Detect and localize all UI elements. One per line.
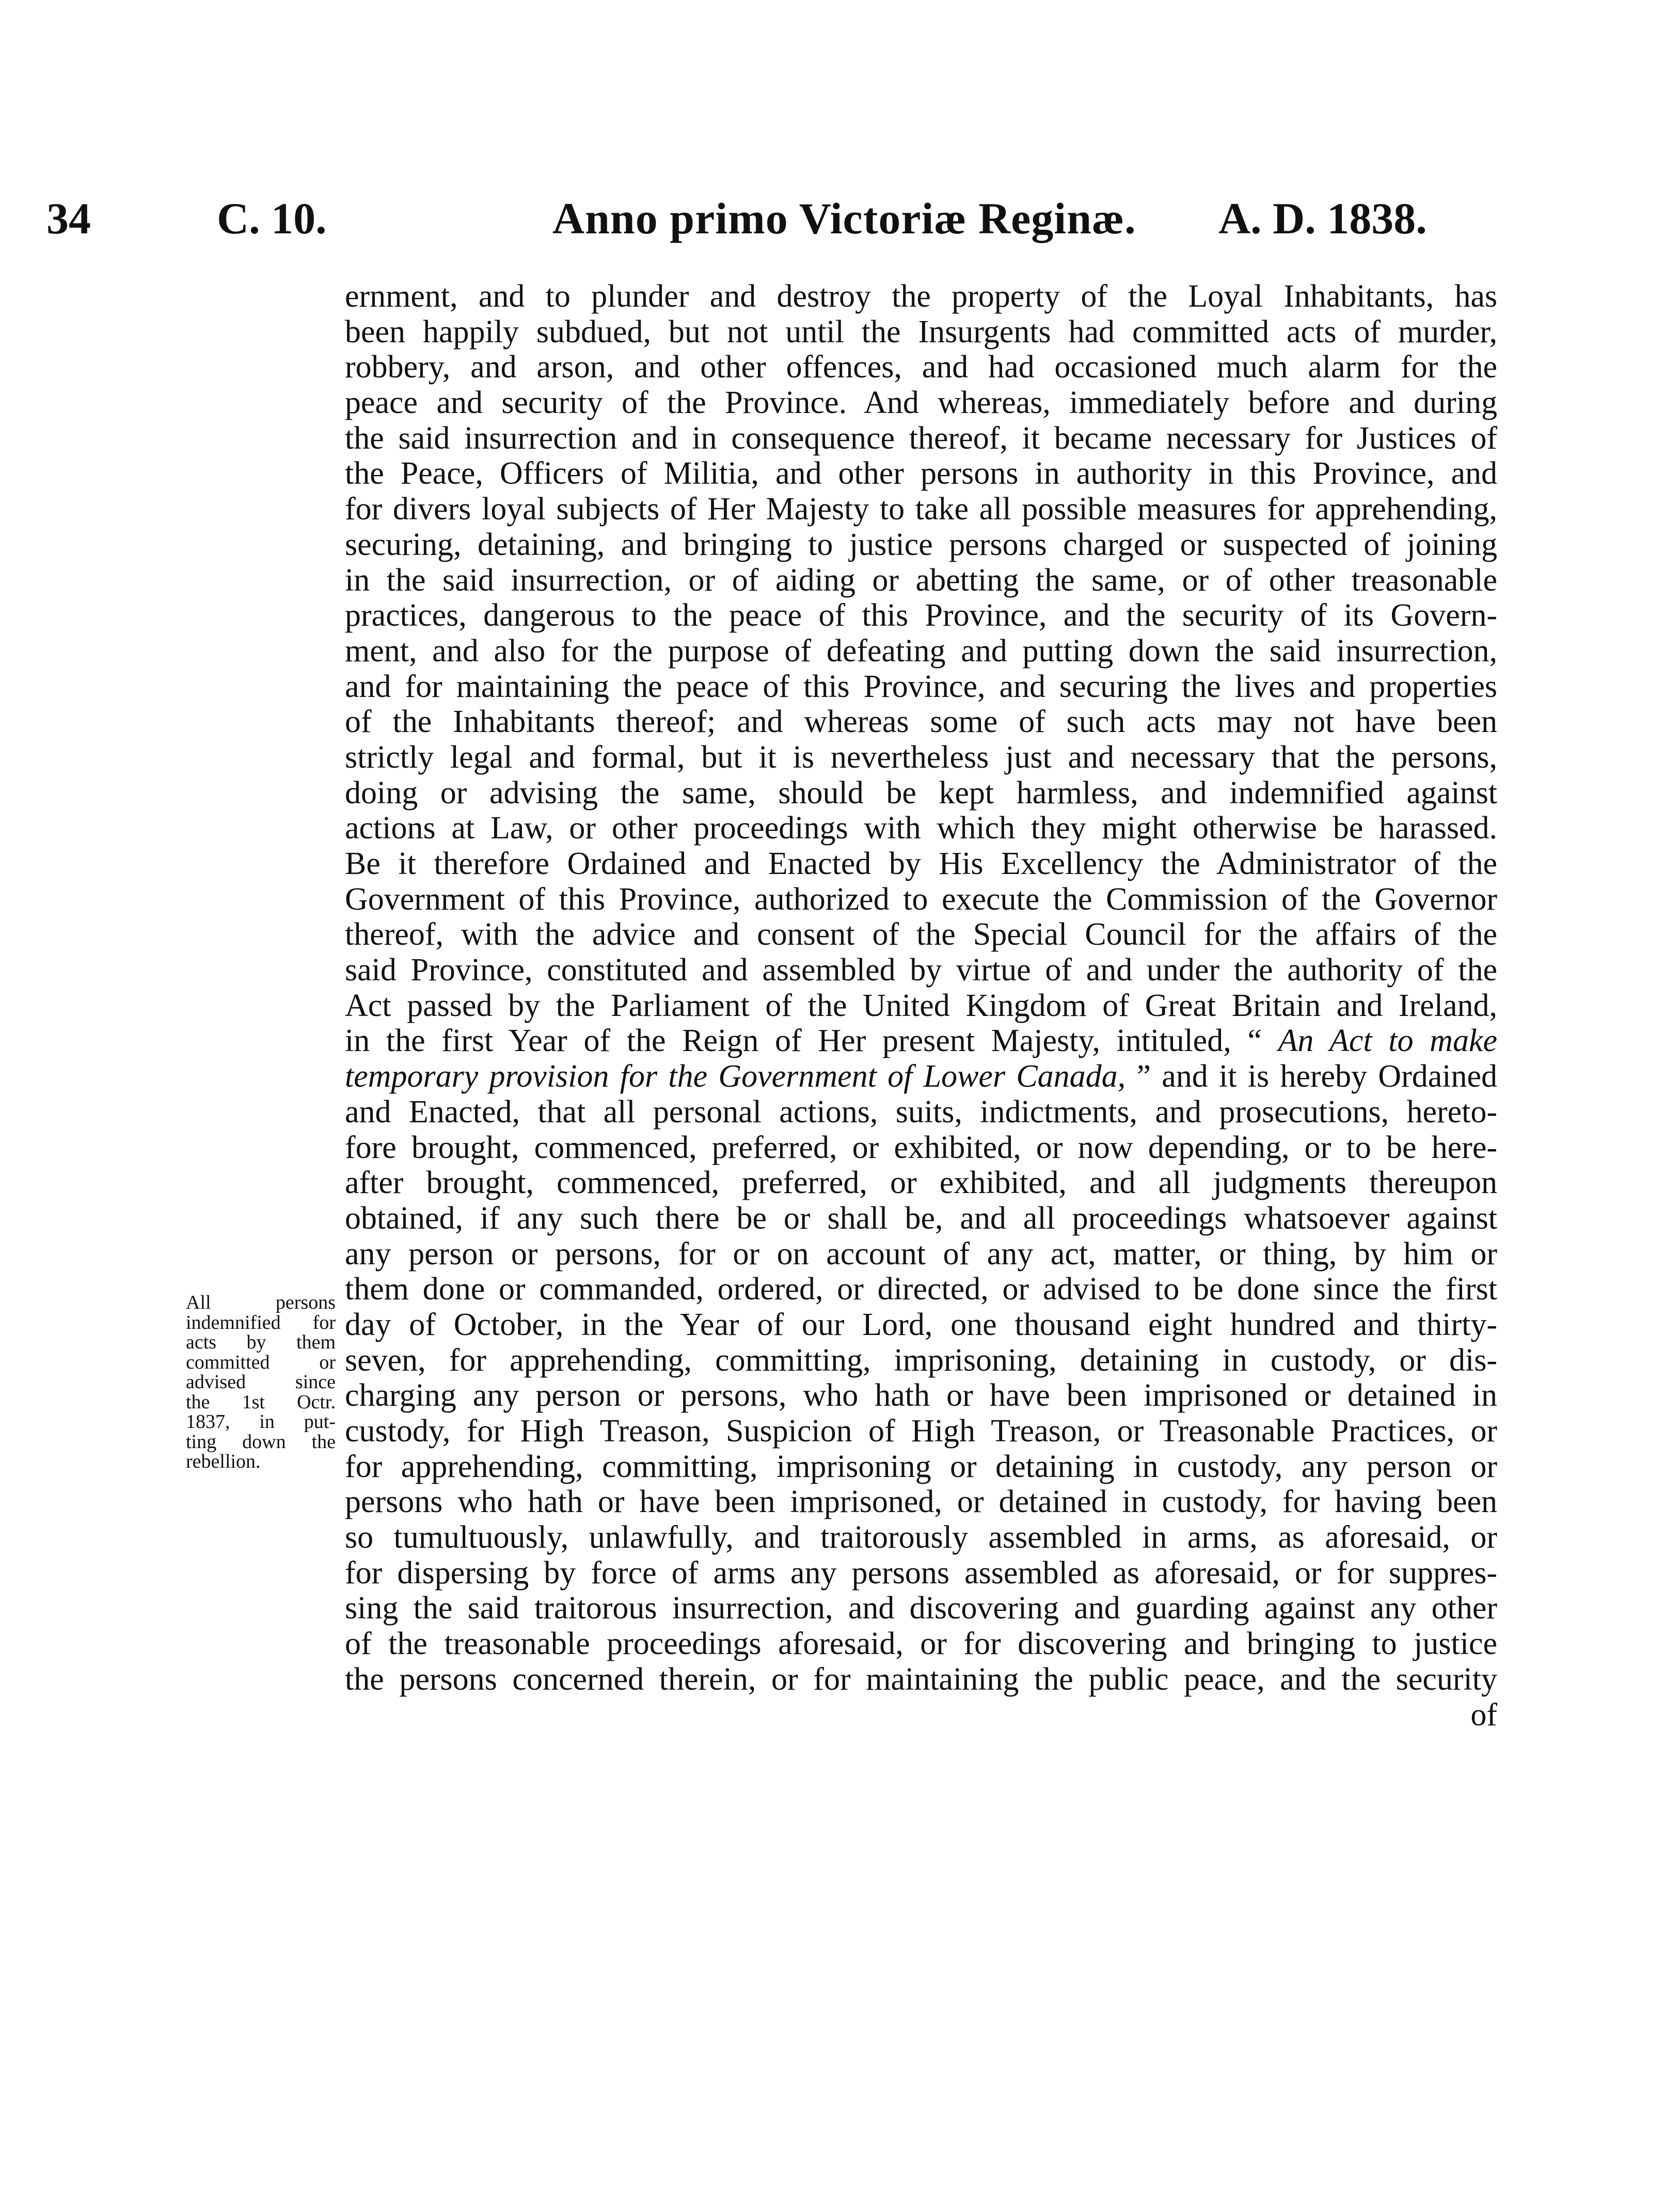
chapter-number: C. 10. xyxy=(217,194,327,243)
text-line: Government of this Province, authorized to execute the Commission of the Governor xyxy=(345,881,1497,917)
text-line: the persons concerned therein, or for maintaining the public peace, and the security xyxy=(345,1661,1497,1697)
text-line: Act passed by the Parliament of the United Kingdom of Great Britain and Ireland, xyxy=(345,988,1497,1023)
text-segment: in the first Year of the Reign of Her present Majesty, intituled, “ xyxy=(345,1023,1278,1059)
marginal-note-line: 1837, in put- xyxy=(186,1411,336,1433)
text-line: so tumultuously, unlawfully, and traitorously assembled in arms, as aforesaid, or xyxy=(345,1520,1497,1555)
text-line: actions at Law, or other proceedings with which they might otherwise be harassed. xyxy=(345,811,1497,846)
text-segment: ” and it is hereby Ordained xyxy=(1136,1059,1497,1094)
text-line: persons who hath or have been imprisoned, or detained in custody, for having been xyxy=(345,1484,1497,1520)
text-line: ment, and also for the purpose of defeating and putting down the said insurrection, xyxy=(345,633,1497,669)
text-line: doing or advising the same, should be kept harmless, and indemnified against xyxy=(345,775,1497,811)
text-line: the Peace, Officers of Militia, and other persons in authority in this Province, and xyxy=(345,456,1497,491)
catchword: of xyxy=(1470,1697,1497,1733)
text-line: and Enacted, that all personal actions, suits, indictments, and prosecutions, hereto- xyxy=(345,1094,1497,1130)
text-line: for divers loyal subjects of Her Majesty to take all possible measures for apprehending, xyxy=(345,491,1497,527)
italic-title-segment: An Act to make xyxy=(1278,1023,1497,1059)
text-line: in the said insurrection, or of aiding or abetting the same, or of other treasonable xyxy=(345,562,1497,598)
text-line: seven, for apprehending, committing, imprisoning, detaining in custody, or dis- xyxy=(345,1342,1497,1378)
body-text xyxy=(345,279,1497,1733)
text-line-mixed xyxy=(345,1059,1497,1094)
text-line: after brought, commenced, preferred, or exhibited, and all judgments thereupon xyxy=(345,1165,1497,1201)
text-line: peace and security of the Province. And whereas, immediately before and during xyxy=(345,385,1497,421)
text-line: any person or persons, for or on account of any act, matter, or thing, by him or xyxy=(345,1236,1497,1272)
marginal-note-line: the 1st Octr. xyxy=(186,1391,336,1413)
marginal-note-line: indemnified for xyxy=(186,1311,336,1333)
italic-title-segment: temporary provision for the Government of Lower Canada, xyxy=(345,1059,1137,1094)
text-line: for apprehending, committing, imprisoning or detaining in custody, any person or xyxy=(345,1449,1497,1484)
page-number: 34 xyxy=(46,194,91,243)
header-year: A. D. 1838. xyxy=(1218,194,1427,243)
text-line: the said insurrection and in consequence thereof, it became necessary for Justices of xyxy=(345,420,1497,456)
text-line: been happily subdued, but not until the Insurgents had committed acts of murder, xyxy=(345,314,1497,349)
text-line: securing, detaining, and bringing to justice persons charged or suspected of joining xyxy=(345,527,1497,562)
text-line: practices, dangerous to the peace of this Province, and the security of its Govern- xyxy=(345,598,1497,633)
marginal-note-line: committed or xyxy=(186,1351,336,1373)
text-line: ernment, and to plunder and destroy the property of the Loyal Inhabitants, has xyxy=(345,279,1497,314)
text-line: strictly legal and formal, but it is nevertheless just and necessary that the persons, xyxy=(345,739,1497,775)
text-line-mixed xyxy=(345,1023,1497,1059)
text-line: for dispersing by force of arms any persons assembled as aforesaid, or for suppres- xyxy=(345,1555,1497,1591)
marginal-note-line: advised since xyxy=(186,1371,336,1393)
text-line: custody, for High Treason, Suspicion of High Treason, or Treasonable Practices, or xyxy=(345,1413,1497,1449)
text-line: Be it therefore Ordained and Enacted by His Excellency the Administrator of the xyxy=(345,846,1497,881)
text-line: fore brought, commenced, preferred, or exhibited, or now depending, or to be here- xyxy=(345,1130,1497,1165)
text-line: day of October, in the Year of our Lord, one thousand eight hundred and thirty- xyxy=(345,1307,1497,1342)
marginal-note-line: rebellion. xyxy=(186,1451,261,1472)
marginal-note-line: ting down the xyxy=(186,1431,336,1453)
running-header xyxy=(46,190,1508,247)
text-line: of the Inhabitants thereof; and whereas some of such acts may not have been xyxy=(345,704,1497,740)
running-title: Anno primo Victoriæ Reginæ. xyxy=(552,194,1136,243)
marginal-note xyxy=(186,1293,336,1472)
text-line: robbery, and arson, and other offences, and had occasioned much alarm for the xyxy=(345,349,1497,385)
text-line: them done or commanded, ordered, or directed, or advised to be done since the first xyxy=(345,1272,1497,1307)
text-line: thereof, with the advice and consent of the Special Council for the affairs of the xyxy=(345,917,1497,952)
text-line: charging any person or persons, who hath or have been imprisoned or detained in xyxy=(345,1378,1497,1413)
marginal-note-line: acts by them xyxy=(186,1331,336,1353)
text-line: and for maintaining the peace of this Province, and securing the lives and properties xyxy=(345,669,1497,704)
text-line: obtained, if any such there be or shall be, and all proceedings whatsoever against xyxy=(345,1200,1497,1236)
text-line: sing the said traitorous insurrection, and discovering and guarding against any other xyxy=(345,1591,1497,1626)
text-line: said Province, constituted and assembled by virtue of and under the authority of the xyxy=(345,952,1497,988)
text-line: of the treasonable proceedings aforesaid, or for discovering and bringing to justice xyxy=(345,1626,1497,1662)
marginal-note-line: All persons xyxy=(186,1292,336,1313)
